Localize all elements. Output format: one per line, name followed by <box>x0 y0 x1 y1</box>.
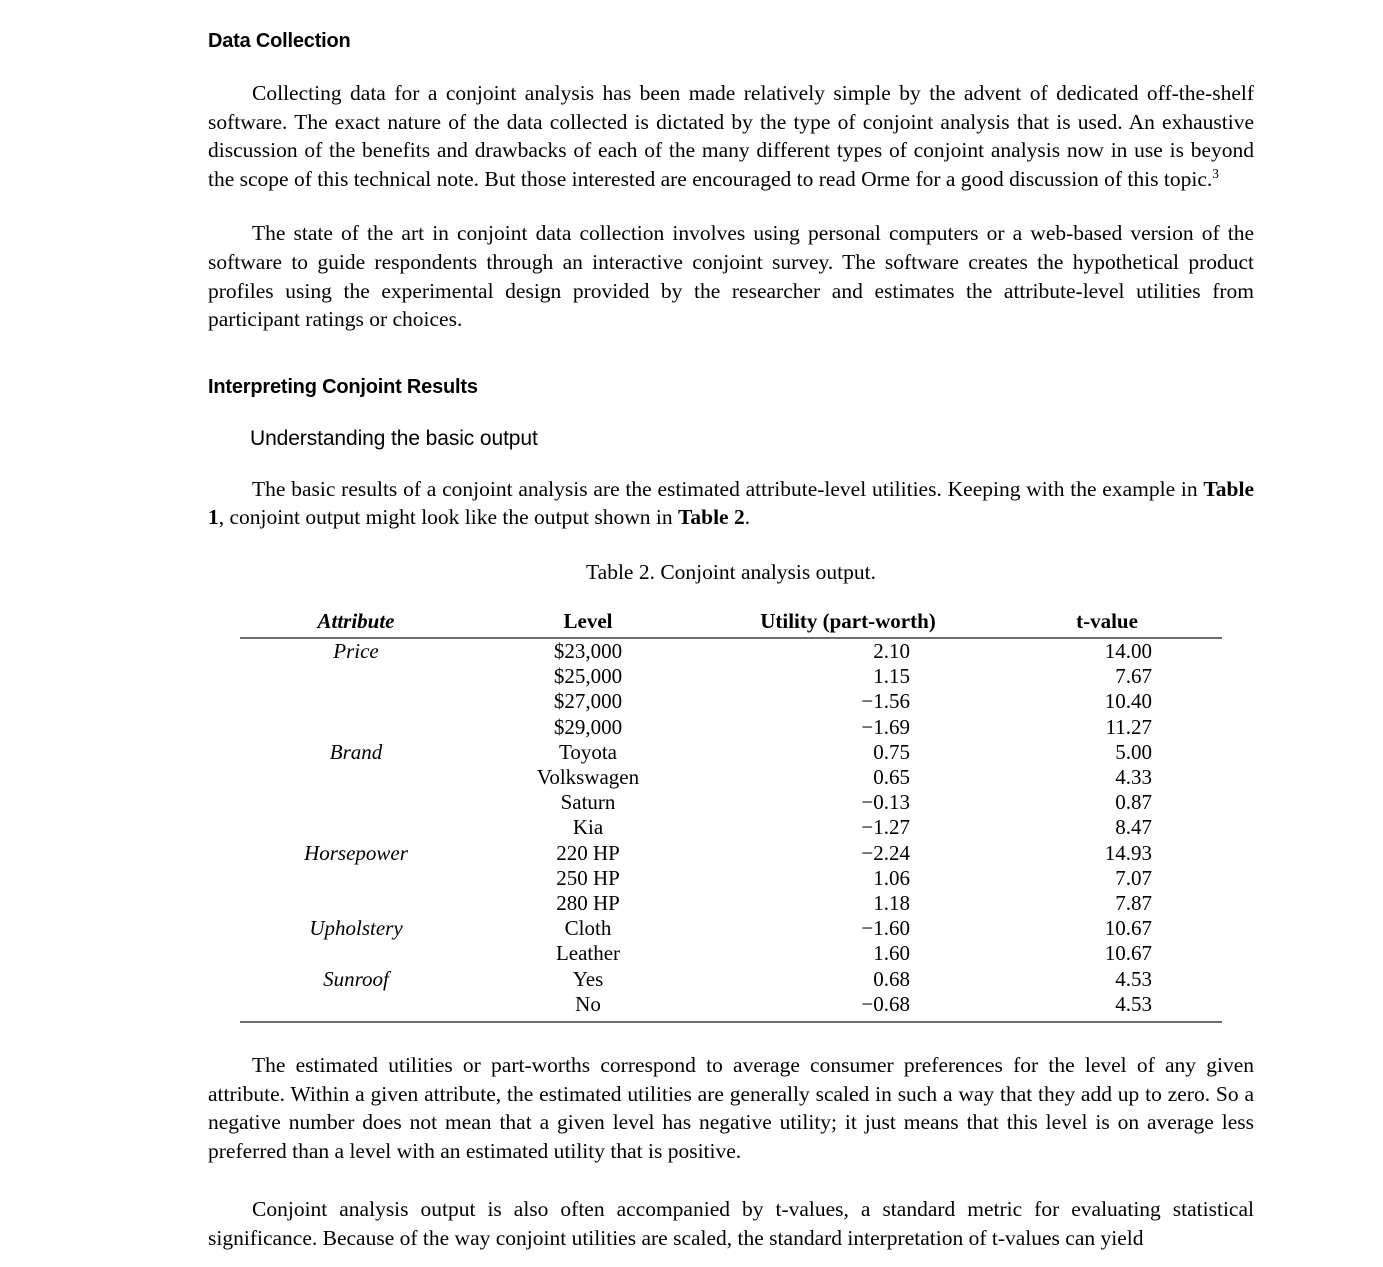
cell-level: Toyota <box>558 739 618 764</box>
cell-attribute <box>240 941 472 966</box>
paragraph-basic-results-part-2: , conjoint output might look like the output shown in <box>218 505 678 530</box>
spacer-before-last-paragraph <box>208 1165 1254 1195</box>
cell-tvalue: 11.27 <box>1105 714 1152 739</box>
cell-attribute <box>240 689 472 714</box>
subheading-understanding-basic-output: Understanding the basic output <box>250 426 538 450</box>
table-row <box>240 689 1222 714</box>
table-row <box>240 715 1222 740</box>
cell-attribute <box>240 664 472 689</box>
paragraph-collecting-data-text: Collecting data for a conjoint analysis has been made relatively simple by the advent of dedicated off-the-shelf software. The exact nature of the data collected is dictated by the type of conjoint analysis that is used. An exhaustive discussion of the benefits and drawbacks of each of the many different types of conjoint analysis now in use is beyond the scope of this technical note. But those interested are encouraged to read Orme for a good discussion of this topic. <box>208 81 1254 191</box>
table-row <box>240 866 1222 891</box>
cell-level: No <box>472 992 704 1022</box>
cell-utility: 2.10 <box>873 638 910 663</box>
table-body <box>240 638 1222 1022</box>
table-row <box>240 638 1222 664</box>
cell-level: Kia <box>572 815 604 840</box>
footnote-marker-3: 3 <box>1212 165 1219 181</box>
cell-utility: 1.60 <box>873 941 910 966</box>
spacer-after-table-caption <box>208 586 1254 608</box>
table-header-row <box>240 608 1222 638</box>
cell-attribute <box>240 790 472 815</box>
table-row <box>240 841 1222 866</box>
table-2-reference: Table 2 <box>678 505 745 530</box>
cell-tvalue: 14.00 <box>1104 638 1152 663</box>
cell-level: Cloth <box>564 916 612 941</box>
spacer-after-heading-1 <box>208 53 1254 79</box>
paragraph-basic-results <box>208 475 1254 532</box>
cell-level: Volkswagen <box>536 764 640 789</box>
cell-tvalue: 14.93 <box>1104 840 1152 865</box>
spacer-top <box>208 0 1254 30</box>
cell-level: 280 HP <box>556 890 620 915</box>
table-row <box>240 765 1222 790</box>
cell-utility: −2.24 <box>861 840 910 865</box>
column-header-level: Level <box>472 608 704 638</box>
cell-attribute <box>240 891 472 916</box>
spacer-after-table <box>208 1023 1254 1051</box>
table-row <box>240 941 1222 966</box>
cell-tvalue: 7.87 <box>1115 890 1152 915</box>
table-row <box>240 815 1222 840</box>
column-header-attribute: Attribute <box>240 608 472 638</box>
cell-attribute <box>240 992 472 1022</box>
cell-level: $23,000 <box>553 638 623 663</box>
table-header <box>240 608 1222 638</box>
cell-tvalue: 7.67 <box>1115 664 1152 689</box>
page-content <box>208 0 1254 1253</box>
cell-utility: −0.68 <box>704 992 992 1022</box>
spacer-after-heading-2 <box>208 399 1254 427</box>
cell-tvalue: 4.53 <box>1115 966 1152 991</box>
cell-tvalue: 10.67 <box>1104 916 1152 941</box>
conjoint-output-table <box>240 608 1222 1023</box>
paragraph-collecting-data <box>208 79 1254 193</box>
cell-utility: 0.75 <box>873 739 910 764</box>
cell-attribute <box>240 866 472 891</box>
cell-tvalue: 5.00 <box>1115 739 1152 764</box>
cell-attribute <box>240 715 472 740</box>
cell-utility: −1.56 <box>861 689 910 714</box>
column-header-tvalue: t-value <box>992 608 1222 638</box>
cell-utility: −1.69 <box>861 714 910 739</box>
cell-tvalue: 4.33 <box>1115 764 1152 789</box>
table-row <box>240 664 1222 689</box>
table-row <box>240 992 1222 1022</box>
table-row <box>240 891 1222 916</box>
cell-level: $27,000 <box>553 689 623 714</box>
cell-utility: −1.27 <box>861 815 910 840</box>
cell-tvalue: 10.40 <box>1104 689 1152 714</box>
cell-attribute: Upholstery <box>309 916 403 941</box>
cell-level: $29,000 <box>553 714 623 739</box>
cell-utility: 0.65 <box>873 764 910 789</box>
cell-attribute: Horsepower <box>304 840 408 865</box>
cell-utility: 1.18 <box>873 890 910 915</box>
cell-level: Leather <box>555 941 621 966</box>
table-1-reference: Table 1 <box>208 476 1254 530</box>
spacer-between-paragraphs-1 <box>208 193 1254 219</box>
table-row <box>240 790 1222 815</box>
cell-level: 220 HP <box>556 840 620 865</box>
spacer-after-subheading <box>208 451 1254 475</box>
table-row <box>240 916 1222 941</box>
cell-level: Yes <box>572 966 604 991</box>
heading-interpreting-conjoint-results: Interpreting Conjoint Results <box>208 375 478 398</box>
paragraph-t-values: Conjoint analysis output is also often accompanied by t-values, a standard metric for evaluating statistical significance. Because of the way conjoint utilities are scaled, the standard interpretation of t-values can yield <box>208 1197 1254 1250</box>
table-caption: Table 2. Conjoint analysis output. <box>586 559 876 584</box>
cell-level: 250 HP <box>556 865 620 890</box>
cell-utility: 0.68 <box>873 966 910 991</box>
table-row <box>240 740 1222 765</box>
spacer-before-table-caption <box>208 532 1254 558</box>
cell-tvalue: 8.47 <box>1115 815 1152 840</box>
cell-attribute: Price <box>333 638 379 663</box>
spacer-before-heading-2 <box>208 334 1254 376</box>
cell-attribute <box>240 815 472 840</box>
cell-utility: 1.06 <box>873 865 910 890</box>
paragraph-basic-results-part-3: . <box>744 505 751 530</box>
cell-tvalue: 10.67 <box>1104 941 1152 966</box>
cell-attribute: Sunroof <box>323 966 389 991</box>
paragraph-state-of-the-art: The state of the art in conjoint data collection involves using personal computers or a web-based version of the software to guide respondents through an interactive conjoint survey. The software creates the hypothetical product profiles using the experimental design provided by the researcher and estimates the attribute-level utilities from participant ratings or choices. <box>208 221 1254 332</box>
cell-tvalue: 0.87 <box>1115 790 1152 815</box>
heading-data-collection: Data Collection <box>208 30 351 52</box>
cell-level: $25,000 <box>553 664 623 689</box>
column-header-utility: Utility (part-worth) <box>704 608 992 638</box>
cell-utility: −0.13 <box>861 790 910 815</box>
cell-utility: −1.60 <box>861 916 910 941</box>
cell-level: Saturn <box>560 790 616 815</box>
cell-tvalue: 7.07 <box>1115 865 1152 890</box>
table-row <box>240 967 1222 992</box>
paragraph-basic-results-part-1: The basic results of a conjoint analysis are the estimated attribute-level utilities. Keeping with the example in <box>252 476 1204 501</box>
cell-tvalue: 4.53 <box>992 992 1222 1022</box>
cell-attribute <box>240 765 472 790</box>
cell-utility: 1.15 <box>873 664 910 689</box>
cell-attribute: Brand <box>329 739 383 764</box>
paragraph-estimated-utilities: The estimated utilities or part-worths correspond to average consumer preferences for the level of any given attribute. Within a given attribute, the estimated utilities are generally scaled in such a way that they add up to zero. So a negative number does not mean that a given level has negative utility; it just means that this level is on average less preferred than a level with an estimated utility that is positive. <box>208 1052 1254 1163</box>
